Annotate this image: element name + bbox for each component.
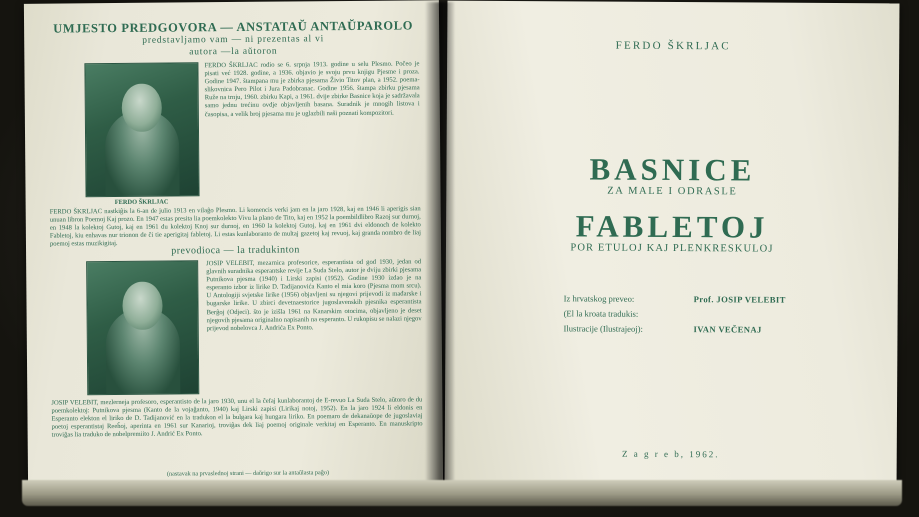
translator-biography-eo: JOSIP VELEBIT, mezlerneja profesoro, esperantisto de la jaro 1930, unu el la ĉefaj kunlaborantoj de E-revuo La Suda Stelo, aŭtoro de du poemkolektoj: Putnikova pjesma (Kanto de la vojaĝanto, 1940) kaj Lirski zapisi (Lirikaj notoj, 1952). En la jaro 1924 li eldonis en Esperanto elekton el liriko de D. Tadijanović en la tradukon el la bulgara kaj hungara liriko. En poemaro de dekanaŭope de jugoslaviaj poetoj esperantistaj Reeĥoj, aperinta en 1961 sur Kanarioj, troviĝas dek liaj poemoj originale verkitaj en Esperanto. En manuskripto troviĝas lia traduko de nobelpremiito J. Andrić Ex Ponto.: [51, 396, 423, 439]
title-page-credits: [563, 291, 863, 338]
author-biography-hr: FERDO ŠKRLJAC rodio se 6. srpnja 1913. godine u selu Plesmo. Počeo je pisati već 1928. godine, a 1936. objavio je svoju prvu knjigu Pjesme i proza. Godine 1947. štampana mu je zbirka pjesama Živio Titov plan, a 1952. poema-slikovnica Pero Pilot i Jura Padobranac. Godine 1956. štampa zbirku pjesama Ruže na trnju, 1960. zbirku Kapi, a 1961. dvije zbirke Basnice koja je sadržavala samo jednu trećinu ovdje objavljenih basana. Suradnik je mnogih listova i časopisa, a velik broj pjesama mu je uglazbili naši poznati kompozitori.: [204, 60, 420, 118]
credit-value-translator: Prof. JOSIP VELEBIT: [693, 294, 786, 305]
title-page-author: FERDO ŠKRLJAC: [615, 39, 731, 53]
portrait-head: [122, 282, 162, 330]
author-photo-caption: FERDO ŠKRLJAC: [114, 198, 169, 207]
title-page-subtitle-eo: POR ETULOJ KAJ PLENKRESKULOJ: [570, 242, 774, 255]
title-page-title-eo: FABLETOJ: [575, 208, 769, 245]
credit-row-illustrator: [563, 321, 863, 338]
book-page-edges: [22, 480, 902, 506]
title-page-subtitle-hr: ZA MALE I ODRASLE: [607, 185, 738, 198]
open-book: [8, 2, 911, 502]
translator-section-title: prevodioca — la tradukinton: [171, 244, 300, 257]
credit-value-illustrator: IVAN VEČENAJ: [693, 324, 762, 335]
credit-label-translator-hr: Iz hrvatskog prevео:: [563, 293, 635, 304]
credit-label-illustrator: Ilustracije (Ilustrajeoj):: [563, 323, 643, 334]
author-portrait-photo: [84, 62, 199, 197]
title-page-title-hr: BASNICE: [589, 151, 756, 188]
right-page: [445, 1, 900, 491]
left-page-subheading-1: predstavljamo vam — ni prezentas al vi: [142, 34, 325, 46]
translator-portrait-photo: [86, 260, 199, 395]
left-page-subheading-2: autora —la aŭtoron: [189, 46, 278, 58]
title-page-imprint: Z a g r e b, 1962.: [621, 448, 720, 460]
left-page-heading: UMJESTO PREDGOVORA — ANSTATAŬ ANTAŬPAROLO: [53, 18, 414, 36]
author-biography-eo: FERDO ŠKRLJAC nastkiĝis la 6-an de julio 1913 en vilaĝo Plesmo. Li komencis verki jam en la jaro 1928, kaj en 1946 li aperigis sian unuan libron Poemoj Kaj prozo. En 1947 estas presita lia poemkolekto Vivu la plano de Tito, kaj en 1952 la poembildlibro Razoj sur durnoj, en 1948 la kolektoj Gutoj, kaj en 1961 du kolektoj Knoj sur durnoj, en 1960 la kolektoj Gutoj, kaj en 1961 dvi eldonoch de kolekto Fabletoj, kiu enhavas nur trionon de ĉi tie aperigitaj fabletoj. Li estas kunlaboranto de multaj gazetoj kaj revuoj, kaj granda nombro de liaj poemoj estas muzikigitaj.: [49, 205, 421, 248]
portrait-head: [122, 84, 162, 132]
left-page: [24, 0, 443, 491]
book-gutter-shadow: [426, 2, 454, 502]
translator-biography-hr: JOSIP VELEBIT, mezarnica profesorice, esperantista od god 1930, jedan od glavnih suradnika esperantske revije La Suda Stelo, autor je dviju zbirki pjesama Putnikova pjesma (1940) i Lirski zapisi (1952). Godine 1930 izdao je na esperanto izbor iz lirike D. Tadijanovića Kanto el mia koro (Pjesma mom srcu). U Antologiji svjetske lirike (1956) objavljeni su njegovi prijevodi iz mađarske i bugarske lirike. U zbirci devetnaestorice jugoslavenskih pjesnika esperantista Berĝoj (Odjeci). što je izišla 1961 na Kanarskim otocima, objavljeno je deset njegovih pjesama originalno napisanih na esperanto. U rukopisu se nalazi njegov prijevod nobelovca J. Andrića Ex Ponto.: [206, 258, 422, 332]
continuation-note: (nastavak na prvaslednoj strani — daŭrigo sur la antaŭlasta paĝo): [166, 469, 330, 478]
credit-label-translator-eo: (El la kroata tradukis:: [563, 308, 639, 319]
